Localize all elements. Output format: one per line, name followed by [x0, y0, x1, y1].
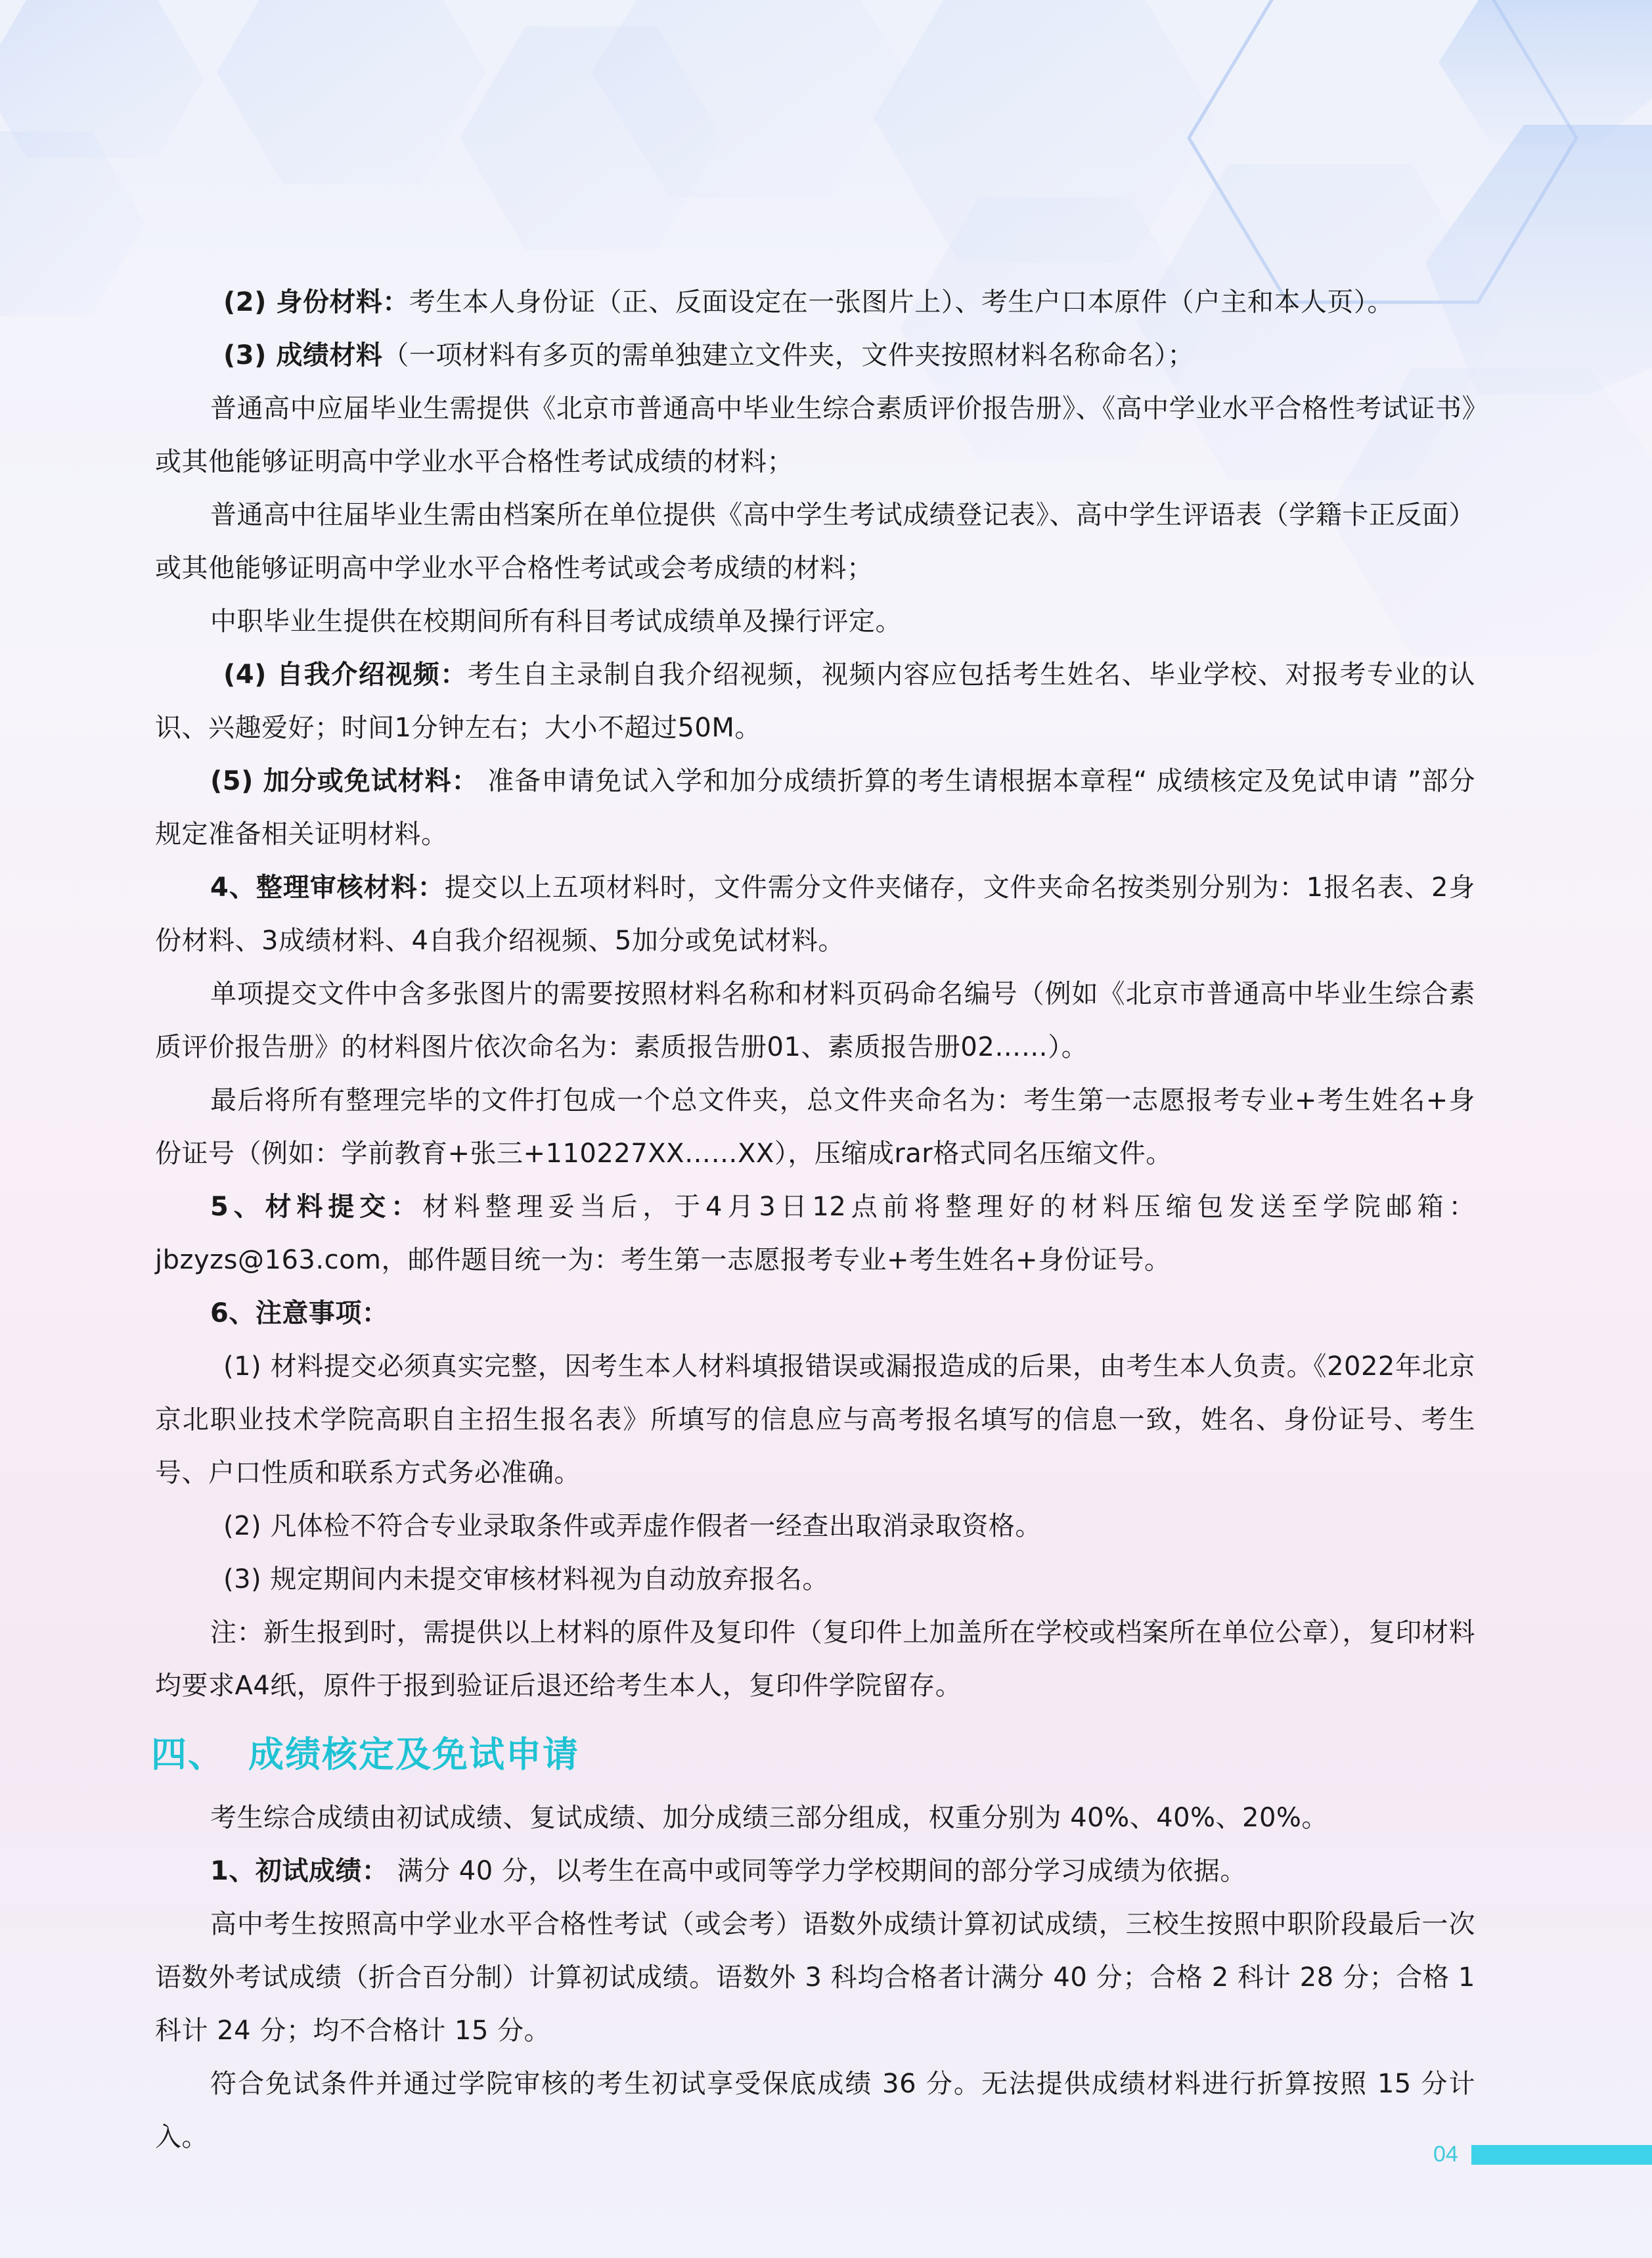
paragraph: [155, 1845, 1475, 1898]
paragraph-text: 普通高中往届毕业生需由档案所在单位提供《高中学生考试成绩登记表》、高中学生评语表（学籍卡正反面）或其他能够证明高中学业水平合格性考试或会考成绩的材料；: [155, 500, 1475, 583]
paragraph-text: 提交以上五项材料时，文件需分文件夹储存，文件夹命名按类别分别为：1报名表、2身份材料、3成绩材料、4自我介绍视频、5加分或免试材料。: [155, 872, 1475, 956]
paragraph: [155, 1074, 1475, 1181]
page-number: 04: [1433, 2142, 1458, 2167]
paragraph-text: 考生综合成绩由初试成绩、复试成绩、加分成绩三部分组成，权重分别为 40%、40%、20%。: [210, 1803, 1328, 1833]
section-title-text: 成绩核定及免试申请: [248, 1734, 579, 1775]
paragraph-text: 普通高中应届毕业生需提供《北京市普通高中毕业生综合素质评价报告册》、《高中学业水平合格性考试证书》或其他能够证明高中学业水平合格性考试成绩的材料；: [155, 394, 1475, 477]
paragraph: [155, 648, 1475, 755]
paragraph-text: 符合免试条件并通过学院审核的考生初试享受保底成绩 36 分。无法提供成绩材料进行折算按照 15 分计入。: [155, 2069, 1475, 2152]
paragraph: [155, 1606, 1475, 1713]
paragraph-heading: 1、初试成绩：: [210, 1856, 389, 1886]
page-footer: [0, 2139, 1652, 2169]
paragraph-text: (2) 凡体检不符合专业录取条件或弄虚作假者一经查出取消录取资格。: [223, 1511, 1042, 1541]
paragraph-text: 考生本人身份证（正、反面设定在一张图片上）、考生户口本原件（户主和本人页）。: [409, 287, 1394, 317]
paragraph-text: 材料整理妥当后，于4月3日12点前将整理好的材料压缩包发送至学院邮箱：jbzyzs@163.com，邮件题目统一为：考生第一志愿报考专业+考生姓名+身份证号。: [155, 1192, 1475, 1275]
paragraph-text: (3) 规定期间内未提交审核材料视为自动放弃报名。: [223, 1564, 829, 1594]
paragraph-heading: 5、材料提交：: [210, 1192, 423, 1222]
paragraph-text: 中职毕业生提供在校期间所有科目考试成绩单及操行评定。: [210, 606, 902, 637]
paragraph: [155, 968, 1475, 1074]
paragraph-text: 满分 40 分，以考生在高中或同等学力学校期间的部分学习成绩为依据。: [388, 1856, 1247, 1886]
paragraph-text: 最后将所有整理完毕的文件打包成一个总文件夹，总文件夹命名为：考生第一志愿报考专业+考生姓名+身份证号（例如：学前教育+张三+110227XX……XX），压缩成rar格式同名压缩文件。: [155, 1085, 1475, 1169]
paragraph-text: 高中考生按照高中学业水平合格性考试（或会考）语数外成绩计算初试成绩，三校生按照中职阶段最后一次语数外考试成绩（折合百分制）计算初试成绩。语数外 3 科均合格者计满分 40 分；合格 2 科计 28 分；合格 1 科计 24 分；均不合格计 15 分。: [155, 1909, 1475, 2046]
section-heading: [151, 1725, 1475, 1785]
paragraph-text: (1) 材料提交必须真实完整，因考生本人材料填报错误或漏报造成的后果，由考生本人负责。《2022年北京京北职业技术学院高职自主招生报名表》所填写的信息应与高考报名填写的信息一致，姓名、身份证号、考生号、户口性质和联系方式务必准确。: [155, 1351, 1475, 1488]
paragraph: [155, 1500, 1475, 1553]
paragraph-text: 考生自主录制自我介绍视频，视频内容应包括考生姓名、毕业学校、对报考专业的认识、兴趣爱好；时间1分钟左右；大小不超过50M。: [155, 660, 1475, 743]
footer-accent-bar: [1471, 2145, 1652, 2165]
paragraph: [155, 1340, 1475, 1500]
paragraph: [155, 1553, 1475, 1606]
paragraph-heading: 4、整理审核材料：: [210, 872, 445, 903]
paragraph: [155, 1287, 1475, 1340]
paragraph-text: （一项材料有多页的需单独建立文件夹，文件夹按照材料名称命名）；: [382, 340, 1194, 371]
paragraph-text: 注：新生报到时，需提供以上材料的原件及复印件（复印件上加盖所在学校或档案所在单位公章），复印材料均要求A4纸，原件于报到验证后退还给考生本人，复印件学院留存。: [155, 1617, 1475, 1701]
paragraph: [155, 489, 1475, 595]
hexagon-shape: [217, 0, 486, 184]
hexagon-shape: [0, 131, 145, 315]
paragraph: [155, 1181, 1475, 1287]
section-number: 四、: [151, 1734, 225, 1775]
paragraph-heading: (5) 加分或免试材料：: [210, 766, 479, 796]
paragraph: [155, 861, 1475, 968]
paragraph: [155, 1898, 1475, 2058]
paragraph: [155, 595, 1475, 648]
paragraph-text: 单项提交文件中含多张图片的需要按照材料名称和材料页码命名编号（例如《北京市普通高中毕业生综合素质评价报告册》的材料图片依次命名为：素质报告册01、素质报告册02……）。: [155, 979, 1475, 1062]
document-body: [151, 276, 1476, 2164]
paragraph: [155, 382, 1475, 489]
paragraph-heading: (4) 自我介绍视频：: [223, 660, 468, 690]
hexagon-shape: [1439, 0, 1652, 145]
paragraph: [155, 329, 1475, 382]
paragraph: [155, 755, 1475, 861]
paragraph-heading: 6、注意事项：: [210, 1298, 389, 1328]
paragraph: [155, 276, 1475, 329]
paragraph: [155, 1792, 1475, 1845]
paragraph-heading: (2) 身份材料：: [223, 287, 409, 317]
paragraph-text: 准备申请免试入学和加分成绩折算的考生请根据本章程“ 成绩核定及免试申请 ”部分规定准备相关证明材料。: [155, 766, 1476, 849]
paragraph-heading: (3) 成绩材料: [223, 340, 383, 371]
